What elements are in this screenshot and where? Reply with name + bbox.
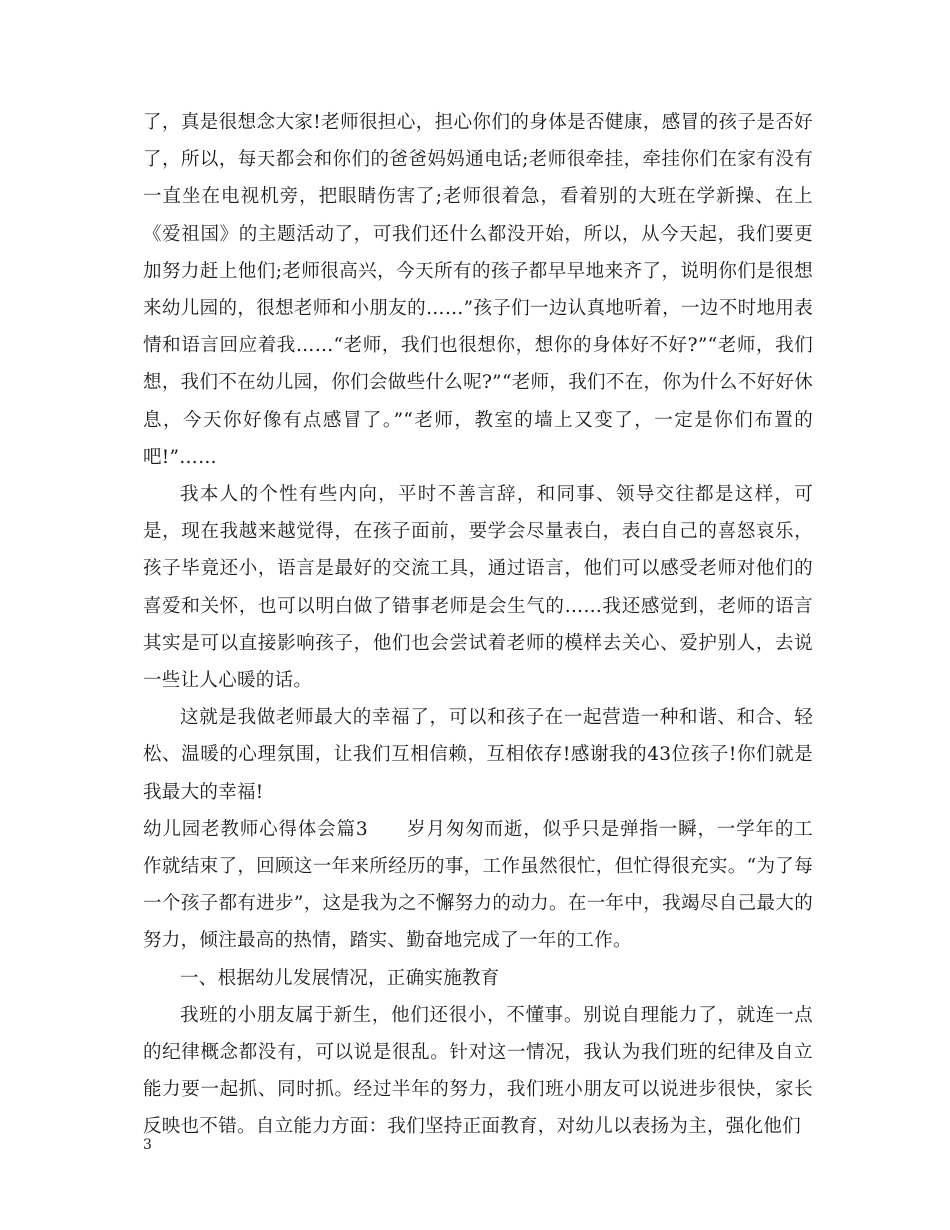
page-number: 3 — [143, 1137, 152, 1153]
paragraph-4-section-heading: 幼儿园老教师心得体会篇3 岁月匆匆而逝，似乎只是弹指一瞬，一学年的工作就结束了，回顾这一年来所经历的事，工作虽然很忙，但忙得很充实。“为了每一个孩子都有进步”，这是我为之不懈努力的动力。在一年中，我竭尽自己最大的努力，倾注最高的热情，踏实、勤奋地完成了一年的工作。 — [143, 818, 813, 952]
paragraph-6: 我班的小朋友属于新生，他们还很小，不懂事。别说自理能力了，就连一点的纪律概念都没有，可以说是很乱。针对这一情况，我认为我们班的纪律及自立能力要一起抓、同时抓。经过半年的努力，我们班小朋友可以说进步很快，家长反映也不错。自立能力方面：我们坚持正面教育，对幼儿以表扬为主，强化他们 — [143, 1004, 813, 1138]
paragraph-2: 我本人的个性有些内向，平时不善言辞，和同事、领导交往都是这样，可是，现在我越来越觉得，在孩子面前，要学会尽量表白，表白自己的喜怒哀乐，孩子毕竟还小，语言是最好的交流工具，通过语言，他们可以感受老师对他们的喜爱和关怀，也可以明白做了错事老师是会生气的……我还感觉到，老师的语言其实是可以直接影响孩子，他们也会尝试着老师的模样去关心、爱护别人，去说一些让人心暖的话。 — [143, 484, 813, 692]
document-body — [143, 104, 813, 1146]
paragraph-5-subheading: 一、根据幼儿发展情况，正确实施教育 — [180, 967, 500, 989]
paragraph-1: 了，真是很想念大家!老师很担心，担心你们的身体是否健康，感冒的孩子是否好了，所以，每天都会和你们的爸爸妈妈通电话;老师很牵挂，牵挂你们在家有没有一直坐在电视机旁，把眼睛伤害了;老师很着急，看着别的大班在学新操、在上《爱祖国》的主题活动了，可我们还什么都没开始，所以，从今天起，我们要更加努力赶上他们;老师很高兴，今天所有的孩子都早早地来齐了，说明你们是很想来幼儿园的，很想老师和小朋友的……”孩子们一边认真地听着，一边不时地用表情和语言回应着我……“老师，我们也很想你，想你的身体好不好?”“老师，我们想，我们不在幼儿园，你们会做些什么呢?”“老师，我们不在，你为什么不好好休息，今天你好像有点感冒了。”“老师，教室的墙上又变了，一定是你们布置的吧!”…… — [143, 112, 813, 468]
paragraph-3: 这就是我做老师最大的幸福了，可以和孩子在一起营造一种和谐、和合、轻松、温暖的心理氛围，让我们互相信赖，互相依存!感谢我的43位孩子!你们就是我最大的幸福! — [143, 707, 813, 803]
